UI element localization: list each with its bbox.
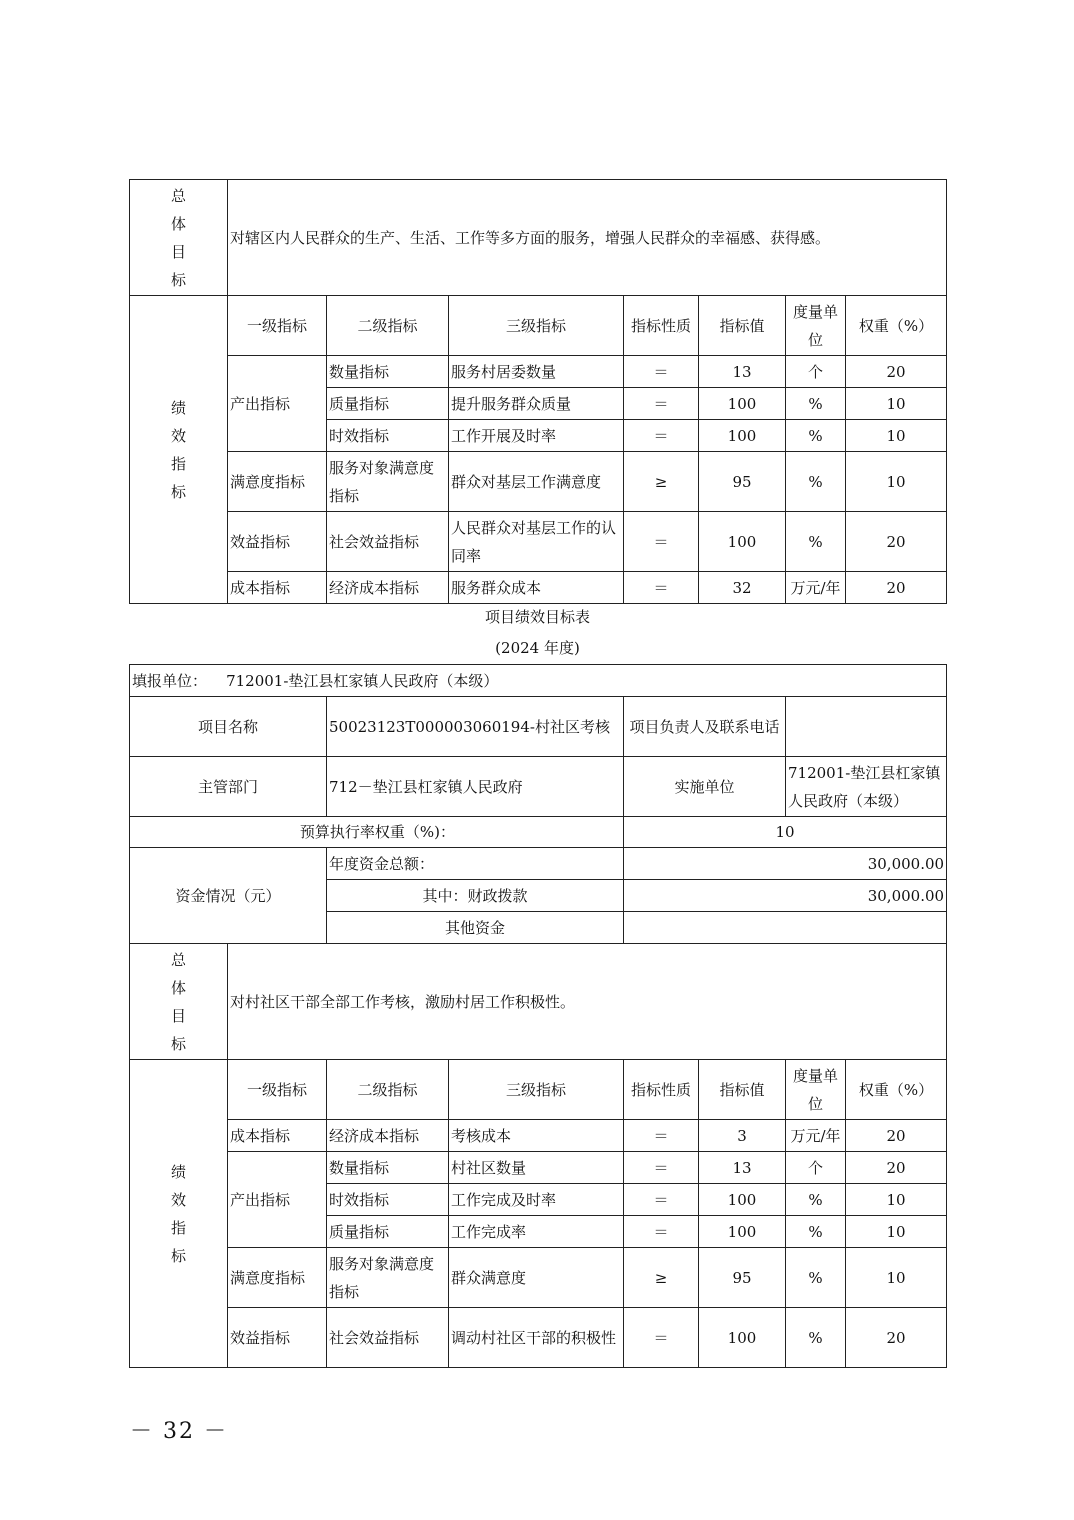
level2-cell: 时效指标	[327, 420, 449, 452]
weight-cell: 10	[846, 1216, 947, 1248]
value-cell: 3	[699, 1120, 786, 1152]
level3-cell: 群众满意度	[449, 1248, 624, 1308]
nature-cell: ＝	[624, 1308, 699, 1368]
level2-cell: 社会效益指标	[327, 512, 449, 572]
weight-cell: 20	[846, 1308, 947, 1368]
level2-cell: 时效指标	[327, 1184, 449, 1216]
table-row	[130, 1248, 947, 1308]
weight-cell: 10	[846, 452, 947, 512]
form-title: 项目绩效目标表	[484, 608, 590, 626]
performance-indicators-label: 绩 效 指 标	[130, 1060, 228, 1368]
header-level3: 三级指标	[449, 296, 624, 356]
nature-cell: ＝	[624, 1120, 699, 1152]
unit-cell: %	[786, 1184, 846, 1216]
weight-cell: 20	[846, 572, 947, 604]
unit-cell: %	[786, 420, 846, 452]
level3-cell: 工作开展及时率	[449, 420, 624, 452]
level3-cell: 服务村居委数量	[449, 356, 624, 388]
level1-cell: 满意度指标	[228, 1248, 327, 1308]
budget-weight-value: 10	[624, 817, 947, 848]
header-unit: 度量单位	[786, 296, 846, 356]
header-level2: 二级指标	[327, 1060, 449, 1120]
contact-value	[786, 697, 947, 757]
weight-cell: 10	[846, 1184, 947, 1216]
overall-goal-text: 对辖区内人民群众的生产、生活、工作等多方面的服务，增强人民群众的幸福感、获得感。	[228, 180, 947, 296]
level3-cell: 群众对基层工作满意度	[449, 452, 624, 512]
nature-cell: ＝	[624, 420, 699, 452]
fill-unit-row	[130, 665, 947, 697]
unit-cell: %	[786, 388, 846, 420]
unit-cell: 个	[786, 356, 846, 388]
header-value: 指标值	[699, 1060, 786, 1120]
table-row	[130, 1120, 947, 1152]
nature-cell: ＝	[624, 388, 699, 420]
value-cell: 95	[699, 1248, 786, 1308]
header-weight: 权重（%）	[846, 296, 947, 356]
value-cell: 100	[699, 1308, 786, 1368]
fund-fiscal-value: 30,000.00	[624, 880, 947, 912]
header-unit: 度量单位	[786, 1060, 846, 1120]
level3-cell: 人民群众对基层工作的认同率	[449, 512, 624, 572]
value-cell: 100	[699, 1216, 786, 1248]
page-number: － 32 －	[130, 1419, 228, 1444]
fund-total-label: 年度资金总额：	[327, 848, 624, 880]
value-cell: 100	[699, 1184, 786, 1216]
level1-cell: 产出指标	[228, 356, 327, 452]
level3-cell: 村社区数量	[449, 1152, 624, 1184]
weight-cell: 20	[846, 1120, 947, 1152]
level1-cell: 成本指标	[228, 1120, 327, 1152]
unit-cell: %	[786, 1248, 846, 1308]
performance-table-1	[129, 179, 947, 604]
level2-cell: 质量指标	[327, 1216, 449, 1248]
unit-cell: 万元/年	[786, 572, 846, 604]
fill-unit-value: 712001-垫江县杠家镇人民政府（本级）	[226, 671, 499, 690]
fund-fiscal-label: 其中：财政拨款	[327, 880, 624, 912]
header-value: 指标值	[699, 296, 786, 356]
level2-cell: 数量指标	[327, 1152, 449, 1184]
level1-cell: 产出指标	[228, 1152, 327, 1248]
unit-cell: 万元/年	[786, 1120, 846, 1152]
project-name-value: 50023123T000003060194-村社区考核	[327, 697, 624, 757]
performance-table-2	[129, 664, 947, 1368]
impl-unit-value: 712001-垫江县杠家镇人民政府（本级）	[786, 757, 947, 817]
level3-cell: 工作完成及时率	[449, 1184, 624, 1216]
value-cell: 100	[699, 420, 786, 452]
level1-cell: 效益指标	[228, 512, 327, 572]
weight-cell: 20	[846, 512, 947, 572]
unit-cell: %	[786, 452, 846, 512]
weight-cell: 10	[846, 388, 947, 420]
table-row	[130, 356, 947, 388]
table-row	[130, 572, 947, 604]
weight-cell: 20	[846, 1152, 947, 1184]
value-cell: 13	[699, 356, 786, 388]
fund-label: 资金情况（元）	[130, 848, 327, 944]
overall-goal-label: 总 体 目 标	[130, 180, 228, 296]
weight-cell: 10	[846, 420, 947, 452]
nature-cell: ＝	[624, 356, 699, 388]
value-cell: 95	[699, 452, 786, 512]
overall-goal-text: 对村社区干部全部工作考核，激励村居工作积极性。	[228, 944, 947, 1060]
nature-cell: ＝	[624, 1152, 699, 1184]
level1-cell: 满意度指标	[228, 452, 327, 512]
header-nature: 指标性质	[624, 1060, 699, 1120]
header-weight: 权重（%）	[846, 1060, 947, 1120]
level3-cell: 调动村社区干部的积极性	[449, 1308, 624, 1368]
header-level3: 三级指标	[449, 1060, 624, 1120]
unit-cell: 个	[786, 1152, 846, 1184]
level2-cell: 服务对象满意度指标	[327, 452, 449, 512]
performance-indicators-label: 绩 效 指 标	[130, 296, 228, 604]
value-cell: 32	[699, 572, 786, 604]
value-cell: 100	[699, 512, 786, 572]
level3-cell: 提升服务群众质量	[449, 388, 624, 420]
contact-label: 项目负责人及联系电话	[624, 697, 786, 757]
header-level1: 一级指标	[228, 296, 327, 356]
level2-cell: 服务对象满意度指标	[327, 1248, 449, 1308]
nature-cell: ＝	[624, 572, 699, 604]
header-level2: 二级指标	[327, 296, 449, 356]
level1-cell: 成本指标	[228, 572, 327, 604]
nature-cell: ＝	[624, 1184, 699, 1216]
fill-unit-label: 填报单位：	[132, 671, 208, 690]
project-name-label: 项目名称	[130, 697, 327, 757]
budget-weight-label: 预算执行率权重（%)：	[130, 817, 624, 848]
level2-cell: 经济成本指标	[327, 572, 449, 604]
unit-cell: %	[786, 512, 846, 572]
dept-value: 712－垫江县杠家镇人民政府	[327, 757, 624, 817]
table-row	[130, 452, 947, 512]
nature-cell: ＝	[624, 512, 699, 572]
unit-cell: %	[786, 1216, 846, 1248]
level2-cell: 经济成本指标	[327, 1120, 449, 1152]
nature-cell: ＝	[624, 1216, 699, 1248]
weight-cell: 10	[846, 1248, 947, 1308]
fund-other-label: 其他资金	[327, 912, 624, 944]
level1-cell: 效益指标	[228, 1308, 327, 1368]
level3-cell: 服务群众成本	[449, 572, 624, 604]
nature-cell: ≥	[624, 1248, 699, 1308]
level2-cell: 质量指标	[327, 388, 449, 420]
weight-cell: 20	[846, 356, 947, 388]
value-cell: 13	[699, 1152, 786, 1184]
header-level1: 一级指标	[228, 1060, 327, 1120]
table-row	[130, 1308, 947, 1368]
nature-cell: ≥	[624, 452, 699, 512]
value-cell: 100	[699, 388, 786, 420]
level3-cell: 工作完成率	[449, 1216, 624, 1248]
table-row	[130, 1152, 947, 1184]
fund-other-value	[624, 912, 947, 944]
form-subtitle: (2024 年度)	[495, 639, 580, 657]
level2-cell: 社会效益指标	[327, 1308, 449, 1368]
table-row	[130, 512, 947, 572]
level3-cell: 考核成本	[449, 1120, 624, 1152]
overall-goal-label: 总 体 目 标	[130, 944, 228, 1060]
unit-cell: %	[786, 1308, 846, 1368]
fund-total-value: 30,000.00	[624, 848, 947, 880]
dept-label: 主管部门	[130, 757, 327, 817]
header-nature: 指标性质	[624, 296, 699, 356]
level2-cell: 数量指标	[327, 356, 449, 388]
impl-unit-label: 实施单位	[624, 757, 786, 817]
